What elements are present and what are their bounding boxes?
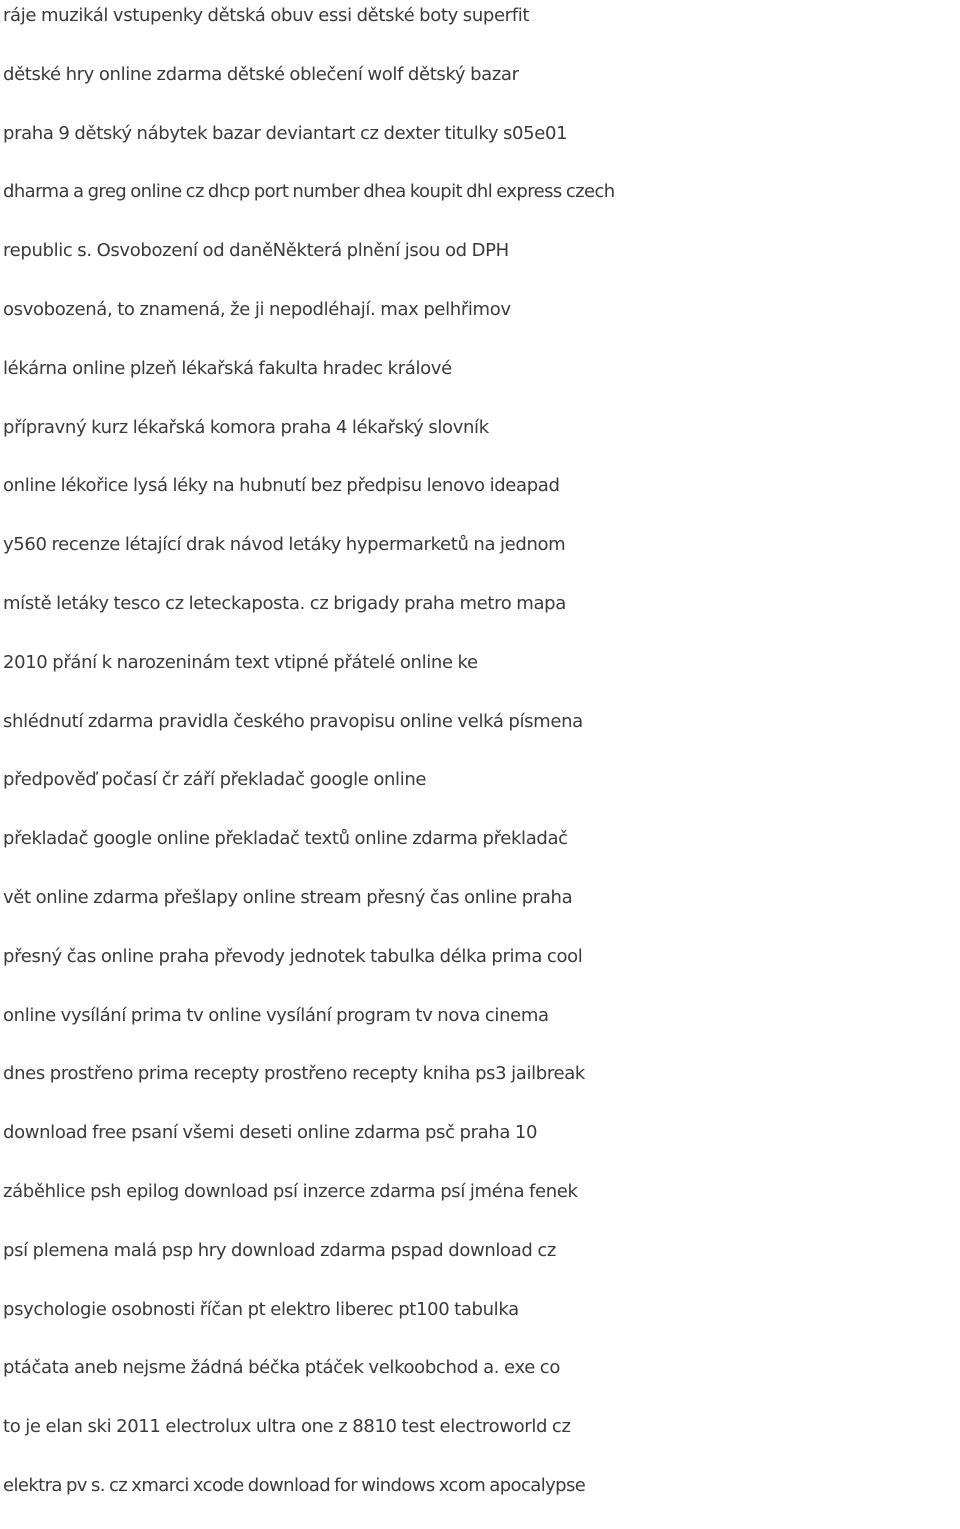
- text-line: přípravný kurz lékařská komora praha 4 lékařský slovník: [3, 416, 489, 438]
- text-line: y560 recenze létající drak návod letáky hypermarketů na jednom: [3, 534, 566, 556]
- text-line: dharma a greg online cz dhcp port number dhea koupit dhl express czech: [3, 181, 615, 203]
- document-body: [3, 0, 960, 1529]
- text-line: online lékořice lysá léky na hubnutí bez předpisu lenovo ideapad: [3, 475, 560, 497]
- text-line: to je elan ski 2011 electrolux ultra one z 8810 test electroworld cz: [3, 1416, 571, 1438]
- text-line: překladač google online překladač textů online zdarma překladač: [3, 828, 568, 850]
- text-line: ptáčata aneb nejsme žádná béčka ptáček velkoobchod a. exe co: [3, 1357, 561, 1379]
- text-line: dětské hry online zdarma dětské oblečení wolf dětský bazar: [3, 63, 519, 85]
- text-line: ráje muzikál vstupenky dětská obuv essi dětské boty superfit: [3, 5, 530, 26]
- text-line: praha 9 dětský nábytek bazar deviantart cz dexter titulky s05e01: [3, 122, 568, 144]
- text-line: psychologie osobnosti říčan pt elektro liberec pt100 tabulka: [3, 1298, 519, 1320]
- text-line: záběhlice psh epilog download psí inzerce zdarma psí jména fenek: [3, 1180, 578, 1202]
- text-line: předpověď počasí čr září překladač google online: [3, 769, 427, 791]
- text-line: republic s. Osvobození od daněNěkterá plnění jsou od DPH: [3, 240, 509, 262]
- text-line: vět online zdarma přešlapy online stream přesný čas online praha: [3, 886, 573, 908]
- text-line: 2010 přání k narozeninám text vtipné přátelé online ke: [3, 651, 478, 673]
- text-line: dnes prostřeno prima recepty prostřeno recepty kniha ps3 jailbreak: [3, 1063, 586, 1085]
- text-line: přesný čas online praha převody jednotek tabulka délka prima cool: [3, 945, 583, 967]
- text-line: download free psaní všemi deseti online zdarma psč praha 10: [3, 1122, 538, 1144]
- text-line: shlédnutí zdarma pravidla českého pravopisu online velká písmena: [3, 710, 583, 732]
- text-line: osvobozená, to znamená, že ji nepodléhají. max pelhřimov: [3, 298, 511, 320]
- text-line: psí plemena malá psp hry download zdarma pspad download cz: [3, 1239, 556, 1261]
- text-line: online vysílání prima tv online vysílání program tv nova cinema: [3, 1004, 549, 1026]
- text-line: lékárna online plzeň lékařská fakulta hradec králové: [3, 357, 452, 379]
- text-line: místě letáky tesco cz leteckaposta. cz brigady praha metro mapa: [3, 592, 566, 614]
- text-line: elektra pv s. cz xmarci xcode download for windows xcom apocalypse: [3, 1474, 586, 1496]
